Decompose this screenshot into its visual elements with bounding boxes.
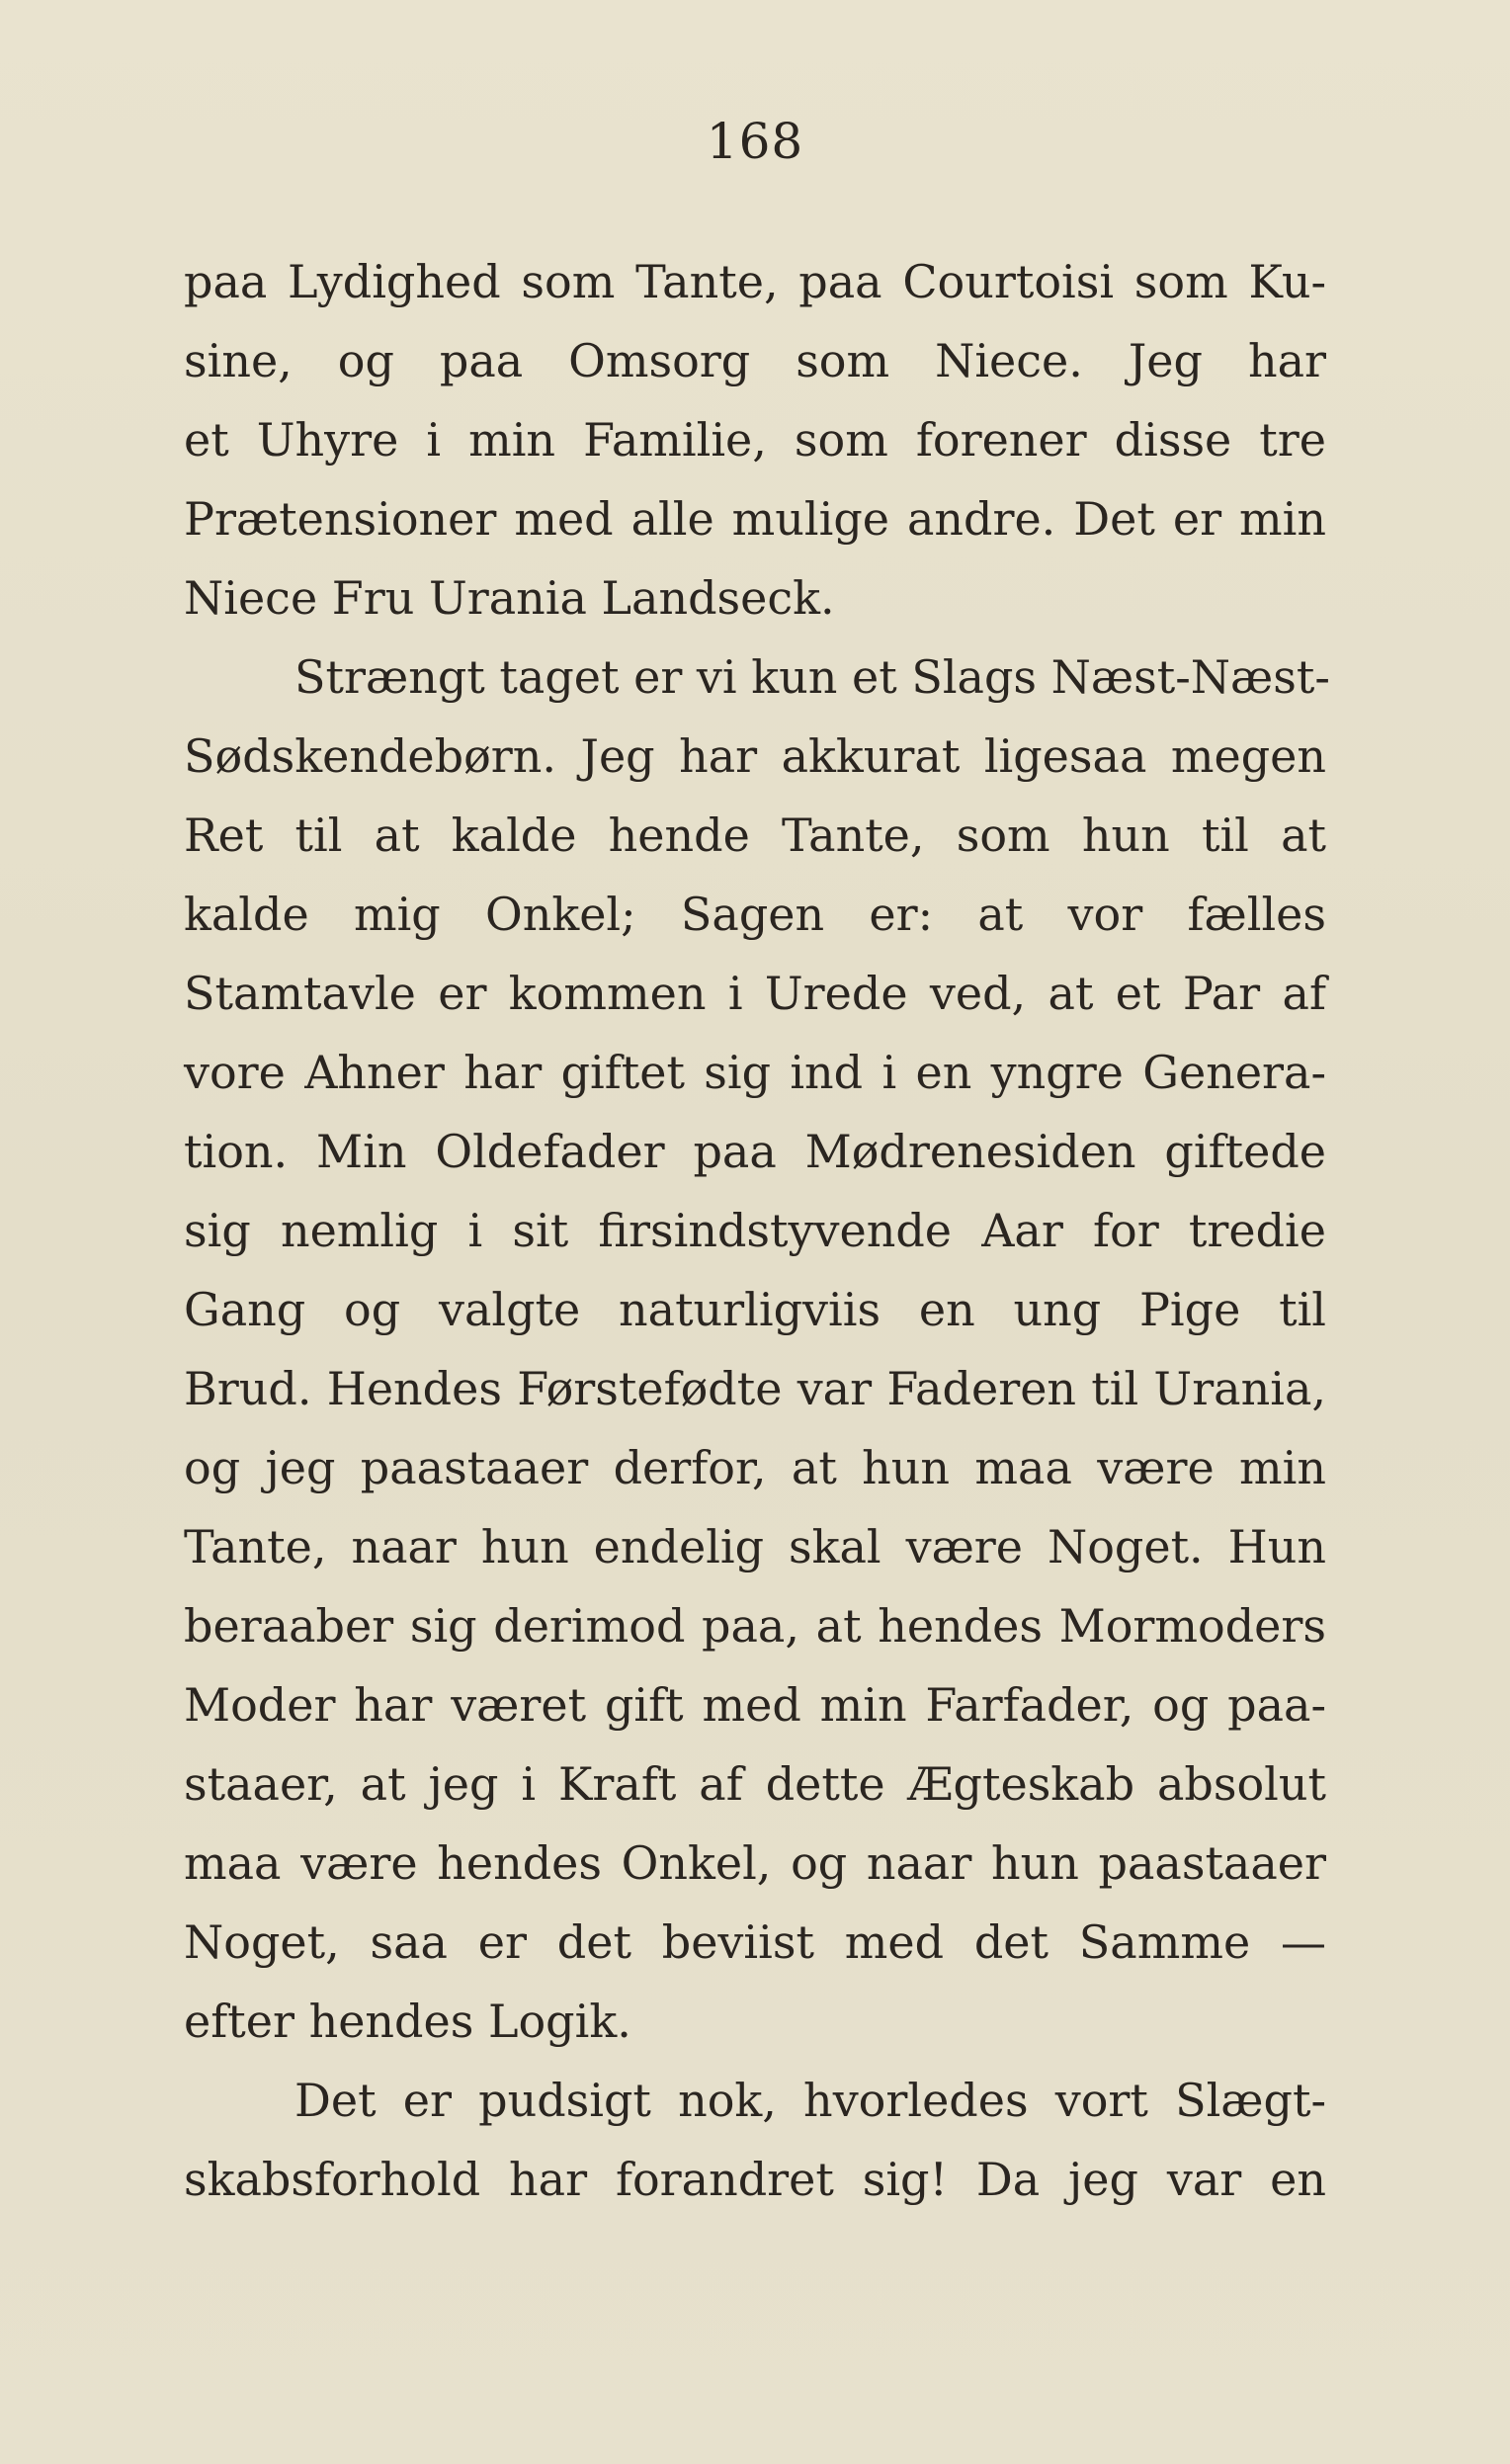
- text-line: et Uhyre i min Familie, som forener disse tre: [184, 413, 1326, 467]
- text-line: kalde mig Onkel; Sagen er: at vor fælles: [184, 888, 1326, 941]
- text-line: Gang og valgte naturligviis en ung Pige til: [184, 1283, 1326, 1336]
- text-line: Ret til at kalde hende Tante, som hun til at: [184, 808, 1326, 862]
- page-number: 168: [706, 113, 804, 170]
- body-text: [184, 242, 1330, 2219]
- text-line: sine, og paa Omsorg som Niece. Jeg har: [184, 334, 1326, 387]
- text-line: Moder har været gift med min Farfader, og paa-: [184, 1678, 1326, 1732]
- text-line: Brud. Hendes Førstefødte var Faderen til Urania,: [184, 1362, 1326, 1415]
- text-line: og jeg paastaaer derfor, at hun maa være min: [184, 1441, 1326, 1494]
- text-line: vore Ahner har giftet sig ind i en yngre Genera-: [184, 1046, 1326, 1099]
- text-line: Niece Fru Urania Landseck.: [184, 571, 835, 625]
- text-line: staaer, at jeg i Kraft af dette Ægteskab absolut: [184, 1757, 1326, 1811]
- text-line: Det er pudsigt nok, hvorledes vort Slægt-: [294, 2074, 1326, 2127]
- text-line: Noget, saa er det beviist med det Samme —: [184, 1915, 1326, 1969]
- text-line: beraaber sig derimod paa, at hendes Mormoders: [184, 1599, 1326, 1653]
- text-line: Strængt taget er vi kun et Slags Næst-Næst-: [294, 650, 1330, 704]
- text-line: skabsforhold har forandret sig! Da jeg var en: [184, 2153, 1326, 2206]
- text-line: paa Lydighed som Tante, paa Courtoisi som Ku-: [184, 255, 1326, 308]
- text-line: maa være hendes Onkel, og naar hun paastaaer: [184, 1836, 1326, 1890]
- text-line: Stamtavle er kommen i Urede ved, at et Par af: [184, 967, 1326, 1020]
- text-line: tion. Min Oldefader paa Mødrenesiden giftede: [184, 1125, 1326, 1178]
- text-line: Tante, naar hun endelig skal være Noget. Hun: [184, 1520, 1326, 1573]
- text-line: efter hendes Logik.: [184, 1995, 631, 2048]
- text-line: sig nemlig i sit firsindstyvende Aar for tredie: [184, 1204, 1326, 1257]
- text-line: Sødskendebørn. Jeg har akkurat ligesaa megen: [184, 729, 1326, 783]
- text-line: Prætensioner med alle mulige andre. Det er min: [184, 492, 1326, 546]
